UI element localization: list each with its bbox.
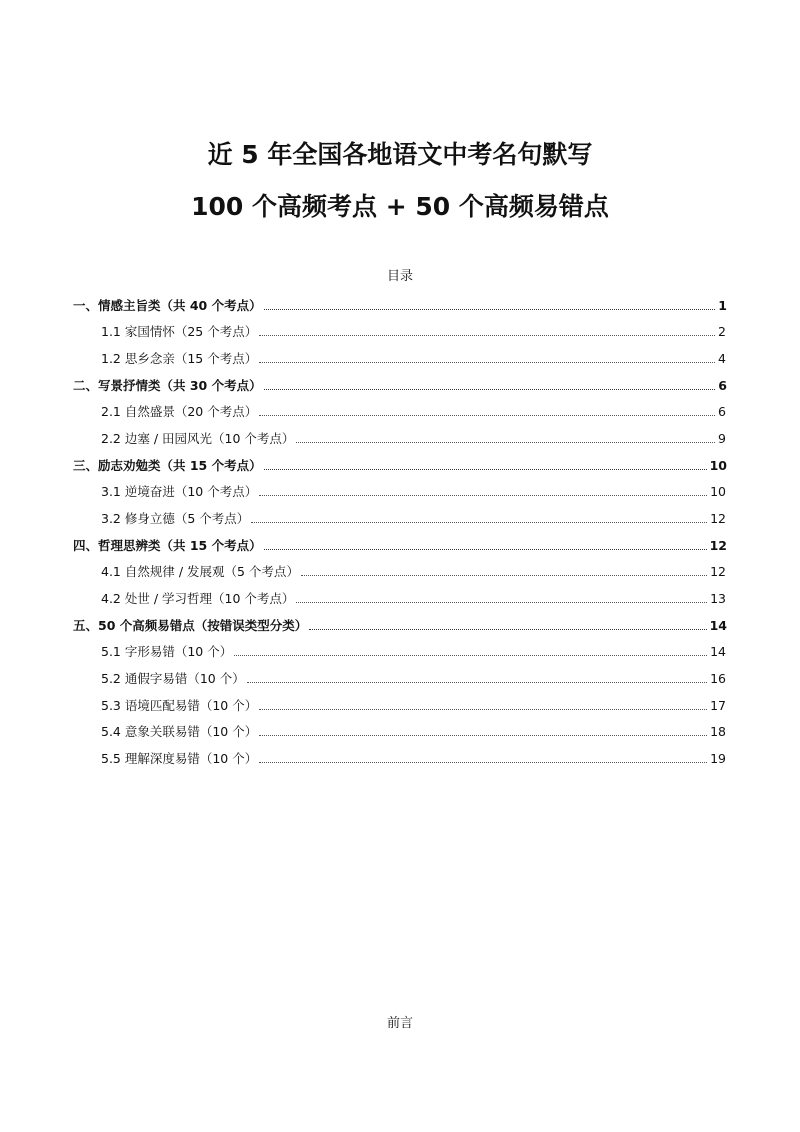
toc-entry-chapter-1[interactable]: [73, 288, 727, 314]
toc-entry-section-3-2[interactable]: [101, 501, 726, 527]
toc-entry-page: 10: [710, 484, 726, 499]
toc-dot-leader: [264, 469, 707, 470]
document-subtitle: 100 个高频考点 + 50 个高频易错点: [191, 192, 609, 221]
document-title: 近 5 年全国各地语文中考名句默写: [207, 140, 593, 169]
toc-entry-chapter-3[interactable]: [73, 448, 727, 474]
toc-dot-leader: [264, 549, 707, 550]
toc-entry-section-2-2[interactable]: [101, 421, 726, 447]
toc-entry-label: 4.2 处世 / 学习哲理（10 个考点）: [101, 591, 295, 606]
toc-entry-section-4-1[interactable]: [101, 554, 726, 580]
toc-entry-label: 5.4 意象关联易错（10 个）: [101, 724, 258, 739]
toc-entry-label: 1.1 家国情怀（25 个考点）: [101, 324, 258, 339]
toc-entry-label: 4.1 自然规律 / 发展观（5 个考点）: [101, 564, 299, 579]
toc-entry-section-5-3[interactable]: [101, 688, 726, 714]
toc-dot-leader: [259, 735, 707, 736]
toc-entry-page: 12: [709, 538, 727, 553]
toc-dot-leader: [259, 362, 715, 363]
toc-entry-label: 一、情感主旨类（共 40 个考点）: [73, 298, 262, 313]
toc-dot-leader: [259, 762, 707, 763]
toc-entry-page: 6: [718, 378, 727, 393]
toc-entry-chapter-5[interactable]: [73, 608, 727, 634]
toc-entry-section-1-2[interactable]: [101, 341, 726, 367]
toc-entry-label: 四、哲理思辨类（共 15 个考点）: [73, 538, 262, 553]
toc-entry-page: 16: [710, 671, 726, 686]
toc-entry-label: 3.1 逆境奋进（10 个考点）: [101, 484, 258, 499]
toc-dot-leader: [247, 682, 707, 683]
toc-entry-page: 9: [718, 431, 726, 446]
toc-entry-label: 2.2 边塞 / 田园风光（10 个考点）: [101, 431, 295, 446]
toc-entry-page: 19: [710, 751, 726, 766]
toc-entry-page: 1: [718, 298, 727, 313]
toc-entry-label: 3.2 修身立德（5 个考点）: [101, 511, 250, 526]
toc-entry-page: 14: [710, 644, 726, 659]
toc-dot-leader: [234, 655, 707, 656]
toc-dot-leader: [264, 389, 716, 390]
toc-dot-leader: [301, 575, 707, 576]
toc-entry-section-1-1[interactable]: [101, 314, 726, 340]
toc-entry-page: 6: [718, 404, 726, 419]
toc-entry-label: 1.2 思乡念亲（15 个考点）: [101, 351, 258, 366]
toc-entry-page: 14: [709, 618, 727, 633]
toc-dot-leader: [259, 415, 715, 416]
toc-entry-section-3-1[interactable]: [101, 474, 726, 500]
toc-entry-label: 5.1 字形易错（10 个）: [101, 644, 233, 659]
toc-entry-label: 三、励志劝勉类（共 15 个考点）: [73, 458, 262, 473]
toc-entry-label: 5.5 理解深度易错（10 个）: [101, 751, 258, 766]
toc-entry-label: 5.2 通假字易错（10 个）: [101, 671, 245, 686]
toc-entry-section-5-2[interactable]: [101, 661, 726, 687]
toc-dot-leader: [251, 522, 707, 523]
toc-entry-page: 12: [710, 564, 726, 579]
toc-entry-section-5-1[interactable]: [101, 634, 726, 660]
toc-dot-leader: [309, 629, 706, 630]
toc-dot-leader: [296, 602, 707, 603]
toc-heading: 目录: [386, 269, 413, 284]
toc-entry-page: 13: [710, 591, 726, 606]
toc-entry-label: 五、50 个高频易错点（按错误类型分类）: [73, 618, 308, 633]
toc-dot-leader: [259, 335, 715, 336]
toc-entry-page: 18: [710, 724, 726, 739]
toc-dot-leader: [264, 309, 716, 310]
toc-dot-leader: [259, 495, 707, 496]
toc-entry-label: 二、写景抒情类（共 30 个考点）: [73, 378, 262, 393]
toc-entry-section-5-4[interactable]: [101, 714, 726, 740]
toc-entry-label: 2.1 自然盛景（20 个考点）: [101, 404, 258, 419]
toc-entry-page: 17: [710, 698, 726, 713]
preface-heading: 前言: [386, 1016, 413, 1031]
toc-entry-page: 12: [710, 511, 726, 526]
toc-dot-leader: [259, 709, 707, 710]
toc-entry-section-4-2[interactable]: [101, 581, 726, 607]
toc-entry-chapter-2[interactable]: [73, 368, 727, 394]
toc-entry-page: 4: [718, 351, 726, 366]
toc-entry-page: 10: [709, 458, 727, 473]
toc-entry-section-5-5[interactable]: [101, 741, 726, 767]
toc-dot-leader: [296, 442, 715, 443]
toc-entry-label: 5.3 语境匹配易错（10 个）: [101, 698, 258, 713]
toc-entry-section-2-1[interactable]: [101, 394, 726, 420]
toc-entry-chapter-4[interactable]: [73, 528, 727, 554]
toc-entry-page: 2: [718, 324, 726, 339]
